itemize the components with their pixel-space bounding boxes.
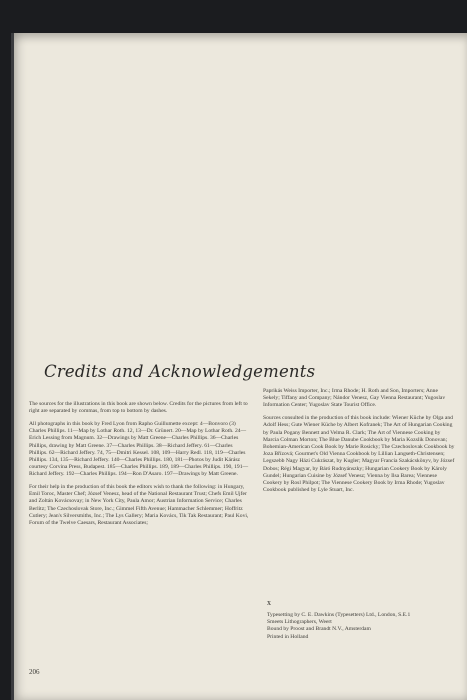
page-heading: Credits and Acknowledgements [44,362,316,381]
acknowledgements-continued: Paprikás Weiss Importer, Inc.; Irma Rhode; H. Roth and Son, Importers; Anne Sekely; Tiffany and Company; Nándor Venesz, Gay Vienna Restaurant; Yugoslav Information Center; Yugoslav State Tourist Office. [263,388,446,409]
binding-shadow [11,33,14,700]
photo-credits: All photographs in this book by Fred Lyon from Rapho Guillumette except: 4—Bonvoro (3) Charles Phillips. 11—Map by Lothar Roth. 12, 13—Dr. Grünert. 20—Map by Lothar Roth. 24—Erich Lessing from Magnum. 32—Drawings by Matt Greene—Charles Phillips. 36—Charles Phillips, drawing by Matt Greene. 37—Charles Phillips. 38—Richard Jeffery. 61—Charles Phillips. 62—Richard Jeffery. 74, 75—Dmitri Kessel. 108, 109—Harry Redl. 118, 119—Charles Phillips. 134, 135—Richard Jeffery. 140—Charles Phillips. 180, 181—Photos by Judit Kárász courtesy Corvina Press, Budapest. 185—Charles Phillips. 189, 189—Charles Phillips. 190, 191—Richard Jeffery. 192—Charles Phillips. 194—Ron D'Asaro. 197—Drawings by Matt Greene. [29,420,249,478]
colophon-line: Bound by Proost and Brandt N.V., Amsterdam [267,626,371,633]
sources-consulted: Sources consulted in the production of this book include: Wiener Küche by Olga and Adolf Hess; Gute Wiener Küche by Albert Kofranek; The Art of Hungarian Cooking by Paula Pogany Bennett and Velma R. Clark; The Art of Viennese Cooking by Marcia Colman Morton; The Blue Danube Cookbook by Maria Kozslik Donovan; Bohemian-American Cook Book by Marie Rosicky; The Czechoslovak Cookbook by Joza Břízová; Gourmet's Old Vienna Cookbook by Lillian Langseth-Christensen; Legszebb Nagy Házi Cukrászat, by Kugler; Magyar Francia Szakácskönyv, by József Dobos; Régi Magyar, by Báró Rudnyánszky; Hungarian Cookery Book by Károly Gundel; Hungarian Cuisine by József Venesz; Vienna by Ilsa Barea; Viennese Cookery by Rosl Philpot; The Viennese Cookery Book by Irma Rhode; Yugoslav Cookbook published by Lyle Stuart, Inc. [263,415,455,494]
left-column [29,401,250,527]
page-number: 206 [29,668,40,676]
right-column [263,388,455,494]
sources-note: The sources for the illustrations in this book are shown below. Credits for the pictures from left to right are separated by commas, from top to bottom by dashes. [29,401,248,415]
colophon-line: Printed in Holland [267,633,309,640]
colophon [267,612,457,641]
colophon-line: Typesetting by C. E. Dawkins (Typesetters) Ltd., London, S.E.1 [267,612,411,618]
section-glyph: x [267,598,271,607]
acknowledgements-paragraph: For their help in the production of this book the editors wish to thank the following: in Hungary, Emil Toroc, Master Chef; József Venesz, head of the National Restaurant Trust; Chefs Emil Ujfer and Zoltán Kovácsovay; in New York City, Paula Amor; Austrian Information Service; Charles Berlitz; The Czechoslovak Store, Inc.; Gimmel Fifth Avenue; Hammacher Schlemmer; Hoffritz Cutlery; Jean's Silversmiths, Inc.; The Lys Gallery; Maria Kovács, Tik Tak Restaurant; Paul Kovi, Forum of the Twelve Caesars, Restaurant Associates; [29,484,249,527]
colophon-line: Smeets Lithographers, Weert [267,619,332,626]
